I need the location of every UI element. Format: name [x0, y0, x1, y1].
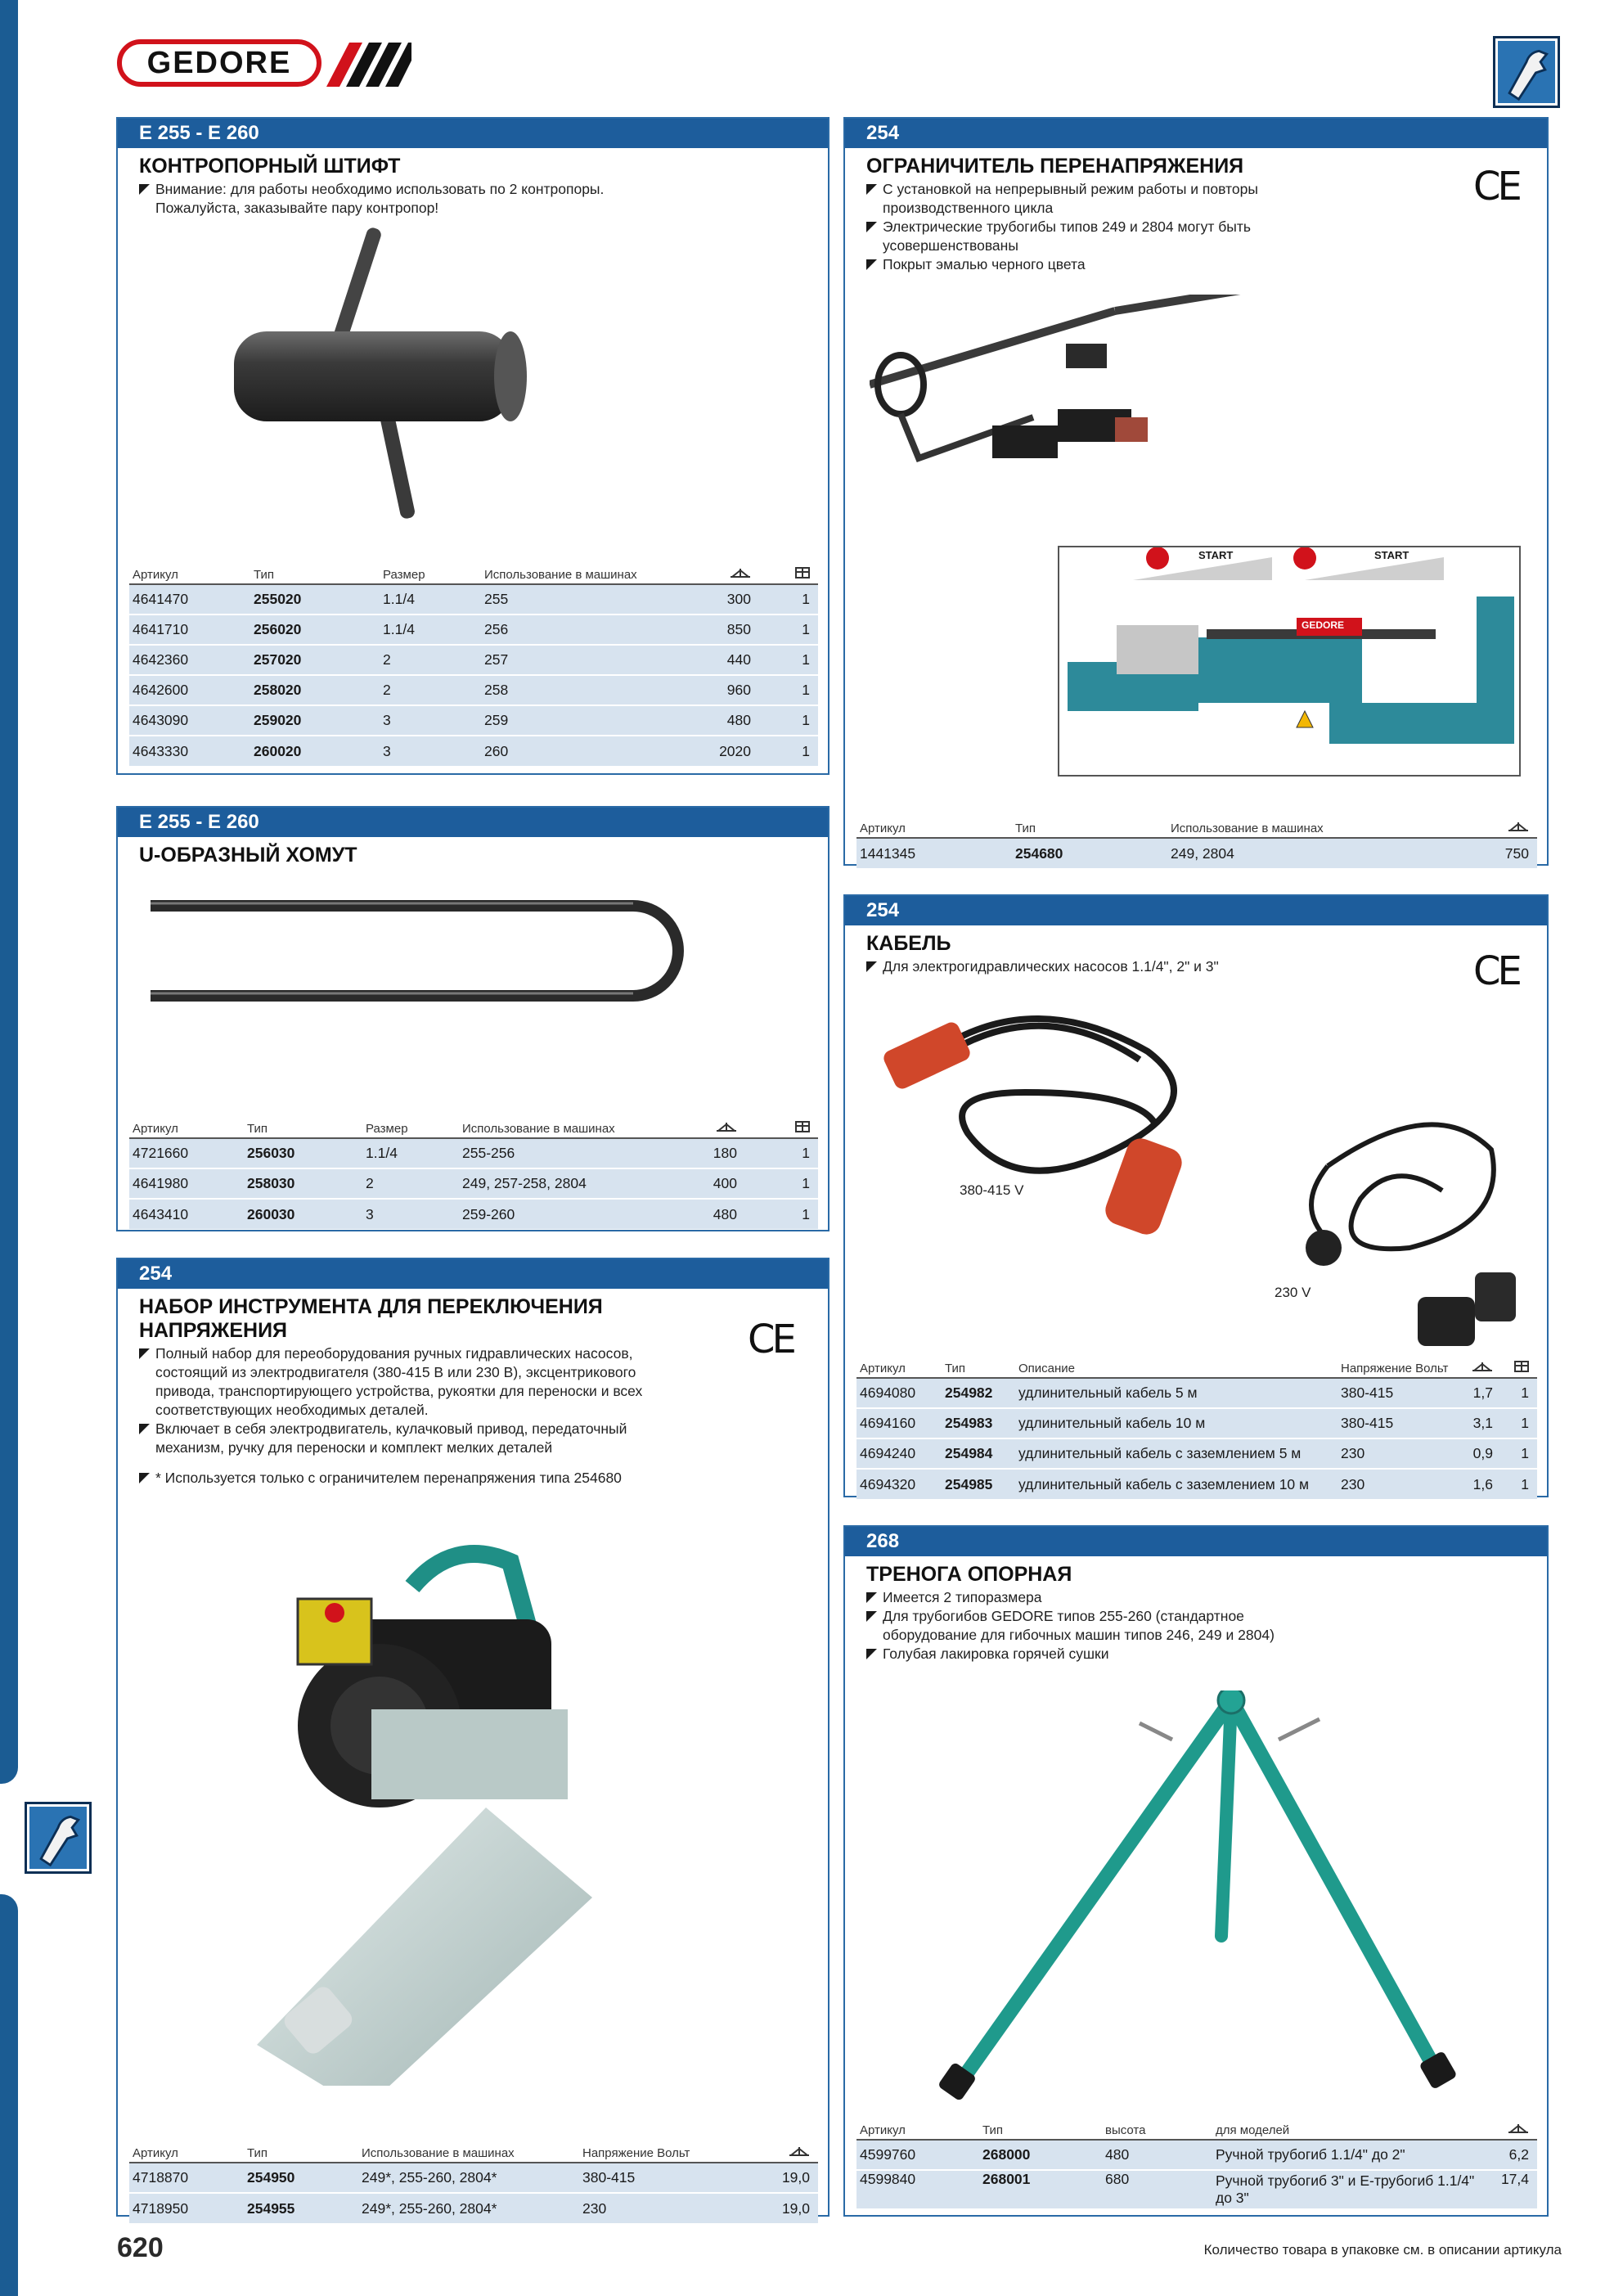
table-row: 4643330 260020 3 260 2020 1	[129, 736, 818, 766]
package-qty-icon	[745, 1110, 818, 1138]
start-label: START	[1374, 549, 1409, 561]
bullet-item: Покрыт эмалью черного цвета	[866, 255, 1282, 274]
product-panel-cable	[843, 894, 1549, 1497]
spec-table: Артикул Тип высота для моделей 4599760 268000 480 Ручной трубогиб 1.1/4" до 2" 6,2 4599840 268001 680 Ручной трубогиб 3" и E-трубогиб 1.1/4" до 3" 17,4	[856, 2112, 1537, 2208]
bullet-item: Для трубогибов GEDORE типов 255-260 (стандартное оборудование для гибочных машин типов 246, 249 и 2804)	[866, 1607, 1331, 1645]
product-panel-voltage-kit	[116, 1258, 829, 2217]
panel-title: ОГРАНИЧИТЕЛЬ ПЕРЕНАПРЯЖЕНИЯ	[866, 155, 1244, 178]
bullet-item: С установкой на непрерывный режим работы и повторы производственного цикла	[866, 180, 1282, 218]
start-label: START	[1198, 549, 1234, 561]
panel-header: 268	[845, 1527, 1547, 1556]
table-row: 4694080 254982 удлинительный кабель 5 м 380-415 1,7 1	[856, 1378, 1537, 1408]
spec-table: Артикул Тип Описание Напряжение Вольт 4694080 254982 удлинительный кабель 5 м 380-415 1,7 1 4694160 254983 удлинительный кабель 10 м 380-415 3,1 1 4694240 254984 удлинительный кабель с заземлением 5 м 230 0,9 1 4694320 254985 удлинительный кабель с заземлением 10 м 230 1,6 1	[856, 1350, 1537, 1499]
bullet-item: Внимание: для работы необходимо использовать по 2 контропоры. Пожалуйста, заказывайте пару контропор!	[139, 180, 663, 218]
bullet-item: Имеется 2 типоразмера	[866, 1588, 1331, 1607]
counter-pin-image	[232, 225, 723, 536]
panel-header: 254	[845, 896, 1547, 925]
table-row: 4718950 254955 249*, 255-260, 2804* 230 19,0	[129, 2193, 818, 2223]
table-row: 4721660 256030 1.1/4 255-256 180 1	[129, 1138, 818, 1168]
footer-note: Количество товара в упаковке см. в описании артикула	[1203, 2242, 1562, 2258]
panel-title: КАБЕЛЬ	[866, 932, 951, 955]
motor-kit-image	[241, 1537, 699, 2086]
product-panel-overload-limiter	[843, 117, 1549, 866]
page-number: 620	[117, 2232, 164, 2263]
panel-header: 254	[118, 1259, 828, 1289]
product-panel-u-bolt	[116, 806, 829, 1231]
stop-label: STOP	[1100, 551, 1125, 560]
table-row: 4641470 255020 1.1/4 255 300 1	[129, 584, 818, 615]
bullet-list	[845, 1588, 1352, 1663]
table-row: 4718870 254950 249*, 255-260, 2804* 380-415 19,0	[129, 2163, 818, 2193]
bullet-item: Для электрогидравлических насосов 1.1/4", 2" и 3"	[866, 957, 1526, 976]
ce-mark: CE	[748, 1317, 794, 1362]
panel-header: 254	[845, 119, 1547, 148]
table-row: 4643410 260030 3 259-260 480 1	[129, 1199, 818, 1229]
table-row: 4642600 258020 2 258 960 1	[129, 675, 818, 705]
weight-scale-icon	[663, 1110, 745, 1138]
spec-table: Артикул Тип Использование в машинах 1441345 254680 249, 2804 750	[856, 810, 1537, 868]
bullet-list	[118, 1344, 707, 1488]
package-qty-icon	[1501, 1350, 1537, 1378]
weight-scale-icon	[1455, 1350, 1501, 1378]
limiter-image	[870, 295, 1328, 507]
edge-bar-top	[0, 0, 18, 1784]
weight-scale-icon	[645, 556, 759, 584]
table-row: 4694320 254985 удлинительный кабель с заземлением 10 м 230 1,6 1	[856, 1469, 1537, 1499]
pipe-wrench-icon	[1493, 36, 1560, 108]
bullet-item: Голубая лакировка горячей сушки	[866, 1645, 1331, 1663]
panel-title: КОНТРОПОРНЫЙ ШТИФТ	[139, 155, 401, 178]
table-row: 4643090 259020 3 259 480 1	[129, 705, 818, 736]
spec-table: Артикул Тип Размер Использование в машинах 4641470 255020 1.1/4 255 300 1 4641710 256020 1.1/4 256 850 1 4642360 257020 2 257 440 1 4642600 258020 2 258 960 1 4643090 259020 3 259 480 1 4643330 260020 3 260 2020 1	[129, 556, 818, 766]
voltage-caption: 380-415 V	[960, 1182, 1024, 1198]
spec-table: Артикул Тип Размер Использование в машинах 4721660 256030 1.1/4 255-256 180 1 4641980 258030 2 249, 257-258, 2804 400 1 4643410 260030 3 259-260 480 1	[129, 1110, 818, 1229]
package-qty-icon	[759, 556, 818, 584]
ce-mark: CE	[1473, 948, 1519, 994]
u-bolt-image	[151, 889, 740, 1012]
table-row: 4694240 254984 удлинительный кабель с заземлением 5 м 230 0,9 1	[856, 1438, 1537, 1469]
weight-scale-icon	[743, 2135, 818, 2163]
voltage-caption: 230 V	[1275, 1285, 1311, 1300]
weight-scale-icon	[1482, 2112, 1537, 2140]
product-panel-counter-pin	[116, 117, 829, 775]
panel-header: E 255 - E 260	[118, 119, 828, 148]
bullet-item: Полный набор для переоборудования ручных гидравлических насосов, состоящий из электродвигателя (380-415 В или 230 В), эксцентрикового привода, транспортирующего устройства, рукоятки для переноски и всех соответствующих необходимых деталей.	[139, 1344, 686, 1420]
table-row: 4641710 256020 1.1/4 256 850 1	[129, 615, 818, 645]
brand-stripes-icon	[326, 43, 411, 87]
panel-title: ТРЕНОГА ОПОРНАЯ	[866, 1563, 1072, 1586]
limiter-diagram	[1058, 546, 1521, 777]
brand-logo: GEDORE	[117, 38, 411, 90]
table-row: 4599840 268001 680 Ручной трубогиб 3" и E-трубогиб 1.1/4" до 3" 17,4	[856, 2170, 1537, 2208]
limiter-diagram-drawing	[1059, 547, 1519, 775]
bullet-item: * Используется только с ограничителем перенапряжения типа 254680	[139, 1469, 686, 1488]
table-row: 4642360 257020 2 257 440 1	[129, 645, 818, 675]
diagram-brand-label: GEDORE	[1302, 619, 1345, 631]
stop-label: STOP	[1248, 551, 1272, 560]
ce-mark: CE	[1473, 164, 1519, 209]
bullet-list	[118, 180, 828, 218]
tripod-image	[894, 1690, 1499, 2116]
bullet-list	[845, 180, 1303, 274]
bullet-list	[845, 957, 1547, 976]
panel-header: E 255 - E 260	[118, 808, 828, 837]
product-panel-tripod	[843, 1525, 1549, 2217]
weight-scale-icon	[1445, 810, 1537, 838]
table-row: 4694160 254983 удлинительный кабель 10 м 380-415 3,1 1	[856, 1408, 1537, 1438]
edge-bar-bottom	[0, 1894, 18, 2296]
bullet-item: Включает в себя электродвигатель, кулачковый привод, передаточный механизм, ручку для переноски и комплект мелких деталей	[139, 1420, 686, 1457]
panel-title: U-ОБРАЗНЫЙ ХОМУТ	[139, 844, 357, 867]
panel-title: НАБОР ИНСТРУМЕНТА ДЛЯ ПЕРЕКЛЮЧЕНИЯ НАПРЯЖЕНИЯ	[139, 1295, 603, 1342]
table-row: 4599760 268000 480 Ручной трубогиб 1.1/4" до 2" 6,2	[856, 2140, 1537, 2170]
table-row: 4641980 258030 2 249, 257-258, 2804 400 1	[129, 1168, 818, 1199]
bullet-item: Электрические трубогибы типов 249 и 2804 могут быть усовершенствованы	[866, 218, 1282, 255]
pipe-wrench-icon	[25, 1802, 92, 1874]
spec-table: Артикул Тип Использование в машинах Напряжение Вольт 4718870 254950 249*, 255-260, 2804* 380-415 19,0 4718950 254955 249*, 255-260, 2804* 230 19,0	[129, 2135, 818, 2223]
table-row: 1441345 254680 249, 2804 750	[856, 838, 1537, 868]
